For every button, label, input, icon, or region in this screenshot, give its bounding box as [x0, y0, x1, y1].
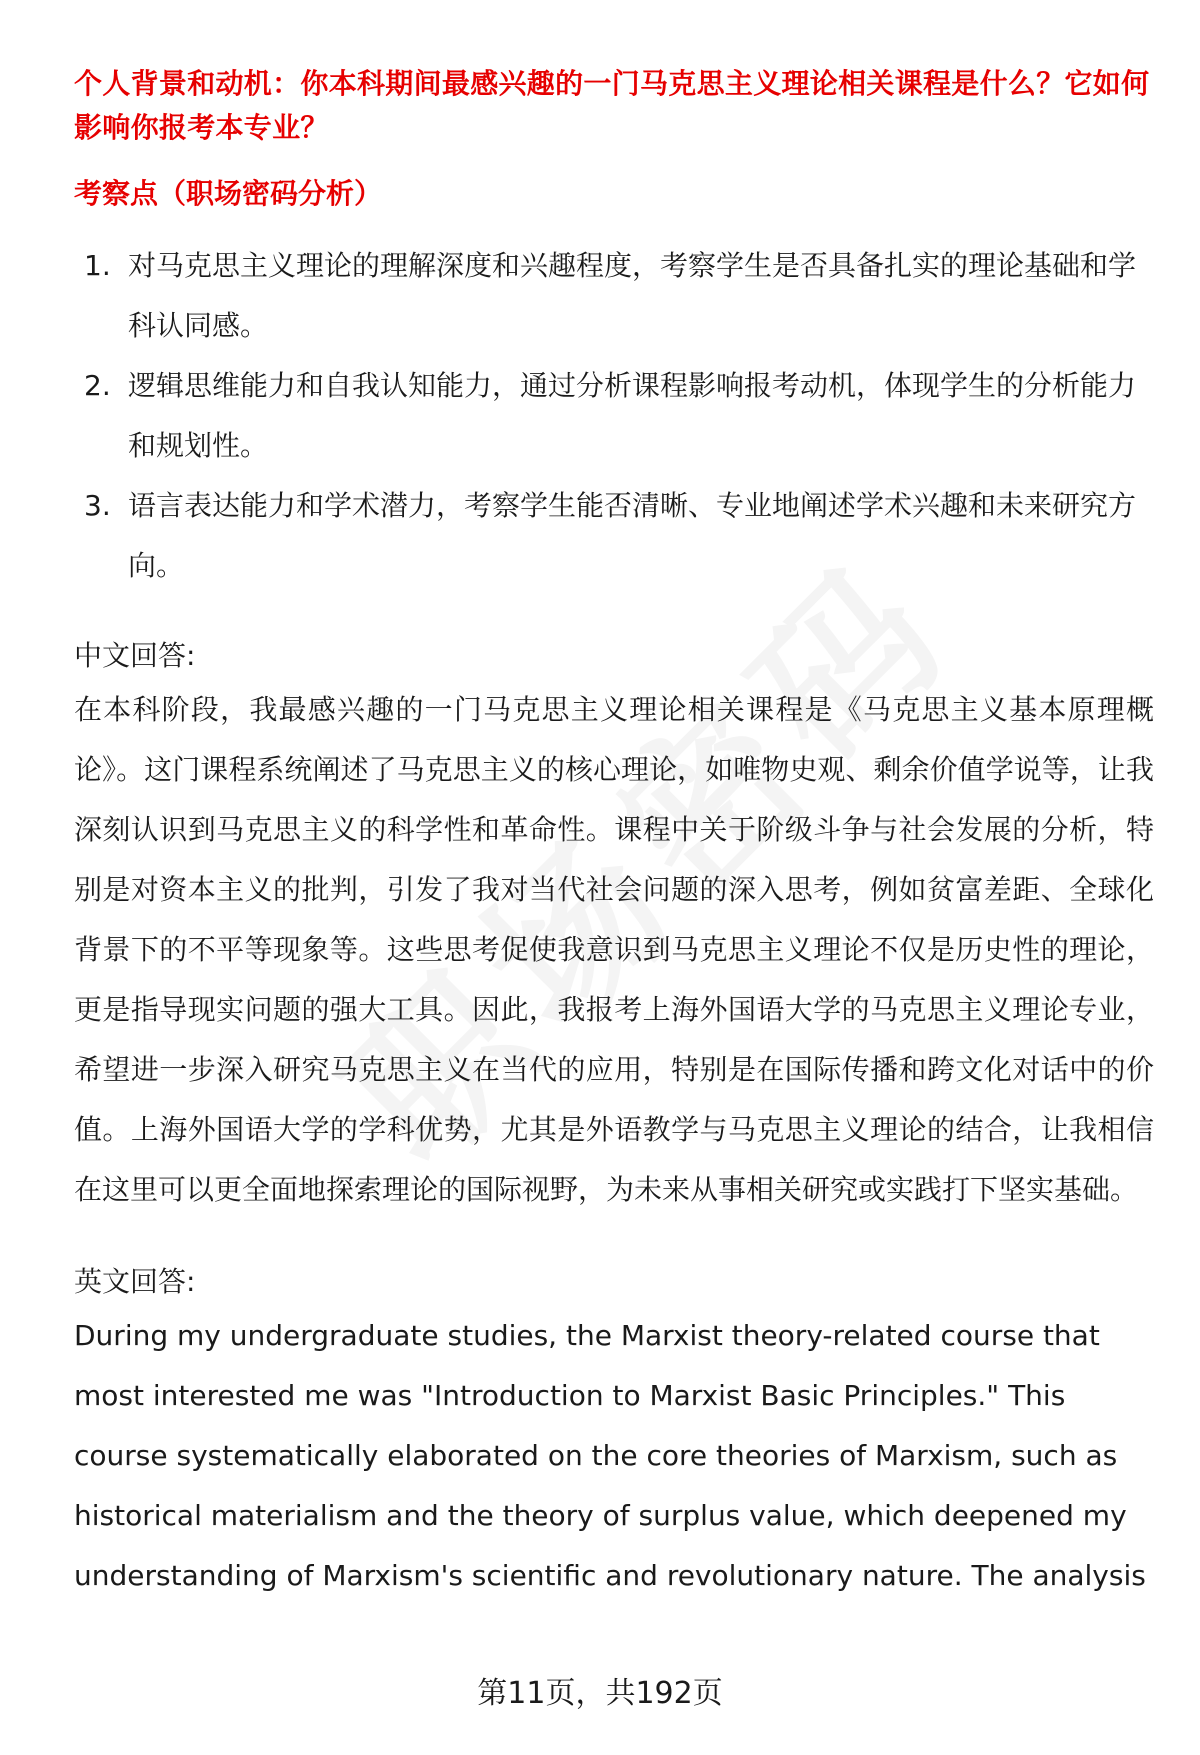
list-item: [74, 236, 1154, 356]
chinese-answer-text: 在本科阶段，我最感兴趣的一门马克思主义理论相关课程是《马克思主义基本原理概论》。这门课程系统阐述了马克思主义的核心理论，如唯物史观、剩余价值学说等，让我深刻认识到马克思主义的科学性和革命性。课程中关于阶级斗争与社会发展的分析，特别是对资本主义的批判，引发了我对当代社会问题的深入思考，例如贫富差距、全球化背景下的不平等现象等。这些思考促使我意识到马克思主义理论不仅是历史性的理论，更是指导现实问题的强大工具。因此，我报考上海外国语大学的马克思主义理论专业，希望进一步深入研究马克思主义在当代的应用，特别是在国际传播和跨文化对话中的价值。上海外国语大学的学科优势，尤其是外语教学与马克思主义理论的结合，让我相信在这里可以更全面地探索理论的国际视野，为未来从事相关研究或实践打下坚实基础。: [74, 693, 1154, 1206]
section-title: 考察点（职场密码分析）: [74, 177, 383, 210]
list-number: 3.: [84, 489, 111, 522]
question-heading: 个人背景和动机：你本科期间最感兴趣的一门马克思主义理论相关课程是什么？它如何影响你报考本专业？: [74, 67, 1150, 144]
page-number-footer: 第11页，共192页: [477, 1676, 723, 1711]
list-number: 2.: [84, 369, 111, 402]
english-answer-label: 英文回答:: [74, 1265, 196, 1298]
english-answer-text: During my undergraduate studies, the Marxist theory-related course that most interested me was "Introduction to Marxist Basic Principles." This course systematically elaborated on the core theories of Marxism, such as historical materialism and the theory of surplus value, which deepened my understanding of Marxism's scientific and revolutionary nature. The analysis: [74, 1319, 1146, 1592]
document-page: [74, 52, 1154, 1606]
chinese-answer-label: 中文回答:: [74, 639, 196, 672]
points-list: [74, 236, 1154, 596]
list-item: [74, 356, 1154, 476]
list-item-text: 语言表达能力和学术潜力，考察学生能否清晰、专业地阐述学术兴趣和未来研究方向。: [128, 489, 1137, 582]
list-item-text: 对马克思主义理论的理解深度和兴趣程度，考察学生是否具备扎实的理论基础和学科认同感。: [128, 249, 1137, 342]
list-item-text: 逻辑思维能力和自我认知能力，通过分析课程影响报考动机，体现学生的分析能力和规划性。: [128, 369, 1137, 462]
list-item: [74, 476, 1154, 596]
list-number: 1.: [84, 249, 111, 282]
